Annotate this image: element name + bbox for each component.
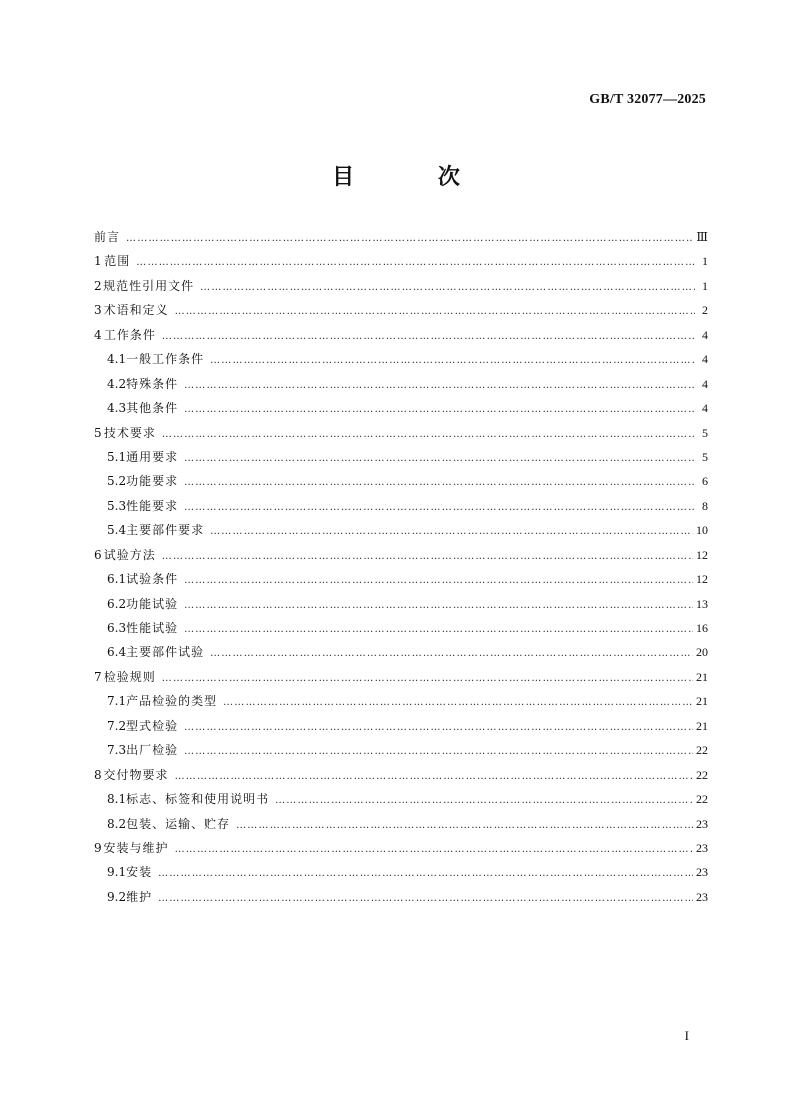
toc-entry-number: 6.2: [107, 596, 127, 611]
toc-entry[interactable]: [94, 518, 708, 542]
toc-entry-page: 5: [702, 425, 708, 440]
toc-entry-page: 22: [696, 767, 708, 782]
toc-entry-label: 标志、标签和使用说明书: [126, 792, 270, 807]
toc-entry-number: 1: [94, 254, 102, 269]
toc-dot-leader: [184, 496, 695, 520]
toc-entry-page: 12: [696, 572, 708, 587]
toc-dot-leader: [210, 349, 695, 373]
toc-entry-page: 21: [696, 669, 708, 684]
toc-dot-leader: [184, 471, 695, 495]
toc-entry[interactable]: [94, 836, 708, 860]
toc-entry-number: 5.4: [107, 523, 127, 538]
toc-entry-label: 型式检验: [126, 718, 179, 733]
toc-entry-label: 交付物要求: [103, 767, 169, 782]
toc-entry-page: 22: [696, 743, 708, 758]
toc-entry[interactable]: [94, 249, 708, 273]
toc-entry-page: 4: [702, 352, 708, 367]
toc-entry-label: 术语和定义: [103, 303, 169, 318]
toc-entry[interactable]: [94, 640, 708, 664]
toc-entry-label: 试验方法: [103, 547, 156, 562]
toc-entry[interactable]: [94, 494, 708, 518]
toc-entry-label: 功能要求: [126, 474, 179, 489]
toc-dot-leader: [184, 569, 693, 593]
toc-entry[interactable]: [94, 372, 708, 396]
toc-entry-label: 试验条件: [126, 572, 179, 587]
toc-entry[interactable]: [94, 323, 708, 347]
toc-entry-label: 安装与维护: [103, 840, 169, 855]
toc-entry-number: 4: [94, 327, 102, 342]
toc-entry[interactable]: [94, 812, 708, 836]
toc-entry-page: 23: [696, 889, 708, 904]
toc-entry-label: 主要部件试验: [126, 645, 205, 660]
toc-entry[interactable]: [94, 469, 708, 493]
toc-entry-number: 6: [94, 547, 102, 562]
toc-entry-page: 23: [696, 865, 708, 880]
toc-entry-page: 23: [696, 816, 708, 831]
toc-entry-label: 通用要求: [126, 449, 179, 464]
toc-entry-label: 其他条件: [126, 401, 179, 416]
toc-entry-page: 2: [702, 303, 708, 318]
toc-entry-label: 工作条件: [103, 327, 156, 342]
toc-entry[interactable]: [94, 738, 708, 762]
toc-entry-label: 前言: [94, 230, 121, 244]
toc-entry-label: 性能要求: [126, 498, 179, 513]
toc-entry[interactable]: [94, 347, 708, 371]
toc-entry-page: 4: [702, 401, 708, 416]
toc-entry-number: 5.2: [107, 474, 127, 489]
toc-dot-leader: [223, 691, 693, 715]
toc-entry-label: 产品检验的类型: [126, 694, 218, 709]
toc-entry-page: 1: [702, 254, 708, 269]
toc-entry-number: 4.2: [107, 376, 127, 391]
toc-entry-number: 2: [94, 278, 102, 293]
toc-entry-page: 12: [696, 547, 708, 562]
toc-dot-leader: [275, 789, 693, 813]
toc-dot-leader: [175, 838, 693, 862]
toc-entry[interactable]: [94, 763, 708, 787]
page-number: I: [684, 1028, 689, 1043]
toc-entry-number: 9: [94, 840, 102, 855]
toc-entry-number: 7.2: [107, 718, 127, 733]
page-title: 目 次: [332, 165, 498, 190]
toc-entry[interactable]: [94, 396, 708, 420]
toc-dot-leader: [184, 740, 693, 764]
toc-dot-leader: [175, 300, 695, 324]
toc-entry[interactable]: [94, 714, 708, 738]
toc-entry[interactable]: [94, 885, 708, 909]
toc-entry-number: 6.1: [107, 572, 127, 587]
toc-dot-leader: [162, 545, 693, 569]
toc-entry[interactable]: [94, 592, 708, 616]
toc-entry-number: 9.1: [107, 865, 127, 880]
toc-entry[interactable]: [94, 689, 708, 713]
toc-entry-label: 功能试验: [126, 596, 179, 611]
toc-entry[interactable]: [94, 225, 708, 249]
toc-entry[interactable]: [94, 567, 708, 591]
toc-entry-label: 检验规则: [103, 669, 156, 684]
toc-entry[interactable]: [94, 445, 708, 469]
toc-entry-page: 4: [702, 327, 708, 342]
toc-entry-number: 5: [94, 425, 102, 440]
toc-entry-number: 8: [94, 767, 102, 782]
toc-entry-number: 9.2: [107, 889, 127, 904]
toc-entry-number: 4.3: [107, 401, 127, 416]
toc-entry-page: 23: [696, 840, 708, 855]
toc-entry-number: 7: [94, 669, 102, 684]
toc-entry-number: 6.3: [107, 621, 127, 635]
toc-dot-leader: [184, 594, 693, 618]
toc-entry-label: 维护: [126, 889, 153, 904]
toc-entry-number: 5.3: [107, 498, 127, 513]
toc-dot-leader: [210, 520, 693, 544]
toc-entry-label: 特殊条件: [126, 376, 179, 391]
toc-entry-page: Ⅲ: [696, 230, 708, 244]
toc-dot-leader: [200, 276, 695, 300]
toc-dot-leader: [162, 325, 695, 349]
toc-entry-page: 5: [702, 449, 708, 464]
toc-entry-label: 范围: [104, 254, 131, 269]
toc-dot-leader: [184, 374, 695, 398]
toc-entry-label: 技术要求: [103, 425, 156, 440]
toc-entry-number: 5.1: [107, 449, 127, 464]
toc-entry-number: 8.1: [107, 792, 127, 807]
toc-entry[interactable]: [94, 543, 708, 567]
toc-dot-leader: [126, 227, 693, 251]
toc-entry-number: 7.3: [107, 743, 127, 758]
toc-entry-number: 3: [94, 303, 102, 318]
toc-entry-number: 8.2: [107, 816, 127, 831]
toc-entry-page: 13: [696, 596, 708, 611]
standard-number: GB/T 32077—2025: [589, 92, 706, 107]
toc-entry-page: 21: [696, 718, 708, 733]
toc-entry-label: 安装: [126, 865, 153, 880]
toc-entry-label: 一般工作条件: [126, 352, 205, 367]
toc-entry-label: 主要部件要求: [126, 523, 205, 538]
toc-entry-number: 4.1: [107, 352, 127, 367]
toc-entry-label: 包装、运输、贮存: [126, 816, 231, 831]
toc-entry-number: 6.4: [107, 645, 127, 660]
toc-entry-page: 20: [696, 645, 708, 660]
toc-entry[interactable]: [94, 665, 708, 689]
toc-entry-page: 10: [696, 523, 708, 538]
toc-dot-leader: [184, 398, 695, 422]
toc-entry-page: 8: [702, 498, 708, 513]
toc-dot-leader: [136, 251, 695, 275]
toc-entry-page: 16: [696, 621, 708, 635]
toc-entry[interactable]: [94, 274, 708, 298]
toc-entry[interactable]: [94, 860, 708, 884]
toc-entry-label: 出厂检验: [126, 743, 179, 758]
toc-dot-leader: [162, 667, 693, 691]
toc-dot-leader: [184, 716, 693, 740]
toc-dot-leader: [236, 814, 693, 838]
toc-dot-leader: [184, 447, 695, 471]
toc-entry-label: 规范性引用文件: [103, 278, 195, 293]
toc-entry-page: 6: [702, 474, 708, 489]
toc-entry[interactable]: [94, 421, 708, 445]
toc-entry-label: 性能试验: [126, 621, 179, 635]
toc-entry-page: 1: [702, 278, 708, 293]
toc-dot-leader: [162, 423, 695, 447]
toc-dot-leader: [210, 642, 693, 666]
table-of-contents: [94, 225, 708, 909]
toc-entry-number: 7.1: [107, 694, 127, 709]
toc-entry[interactable]: [94, 298, 708, 322]
toc-entry-page: 22: [696, 792, 708, 807]
toc-entry[interactable]: [94, 787, 708, 811]
toc-dot-leader: [158, 887, 693, 911]
toc-entry-page: 21: [696, 694, 708, 709]
toc-dot-leader: [158, 862, 693, 886]
toc-dot-leader: [184, 618, 693, 642]
toc-entry-page: 4: [702, 376, 708, 391]
toc-entry[interactable]: [94, 616, 708, 640]
toc-dot-leader: [175, 765, 693, 789]
